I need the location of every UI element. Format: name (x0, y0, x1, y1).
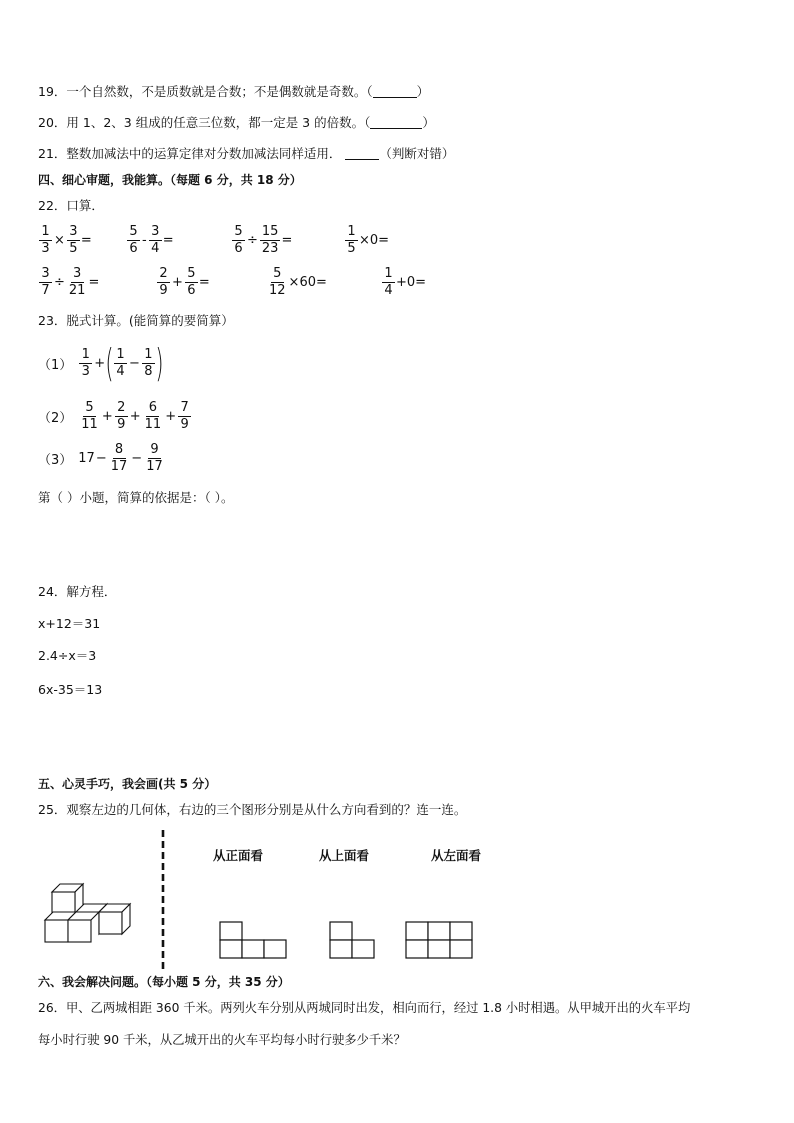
fraction: $\frac{5}{6}$ (232, 224, 245, 257)
answer-blank[interactable] (373, 85, 417, 98)
calc-part-3: （3） 17 − $\frac{8}{17}$ − $\frac{9}{17}$ (38, 442, 163, 474)
view-shape-1[interactable] (219, 921, 287, 959)
oral-calc-6: $\frac{2}{9}$ + $\frac{5}{6}$ = (156, 266, 210, 299)
question-21: 21．整数加减法中的运算定律对分数加减法同样适用． （判断对错） (38, 146, 455, 161)
answer-blank[interactable] (370, 116, 422, 129)
view-shape-3[interactable] (405, 921, 473, 959)
fraction: $\frac{3}{7}$ (39, 266, 52, 299)
fraction: $\frac{1}{5}$ (345, 224, 358, 257)
fraction: $\frac{7}{9}$ (178, 400, 191, 433)
section-4-heading: 四、细心审题，我能算。（每题 6 分，共 18 分） (38, 173, 302, 187)
oral-calc-1: $\frac{1}{3}$ × $\frac{3}{5}$ = (38, 224, 92, 257)
question-26-line-2: 每小时行驶 90 千米，从乙城开出的火车平均每小时行驶多少千米？ (38, 1033, 406, 1047)
oral-calc-5: $\frac{3}{7}$ ÷ $\frac{3}{21}$ = (38, 266, 99, 299)
fraction: $\frac{1}{4}$ (114, 347, 127, 380)
equation-2: 2.4÷x＝3 (38, 648, 97, 663)
question-22-title: 22．口算． (38, 198, 104, 213)
fraction: $\frac{5}{6}$ (127, 224, 140, 257)
oral-calc-2: $\frac{5}{6}$ - $\frac{3}{4}$ = (126, 224, 174, 257)
view-label-front: 从正面看 (213, 848, 264, 863)
oral-calc-3: $\frac{5}{6}$ ÷ $\frac{15}{23}$ = (231, 224, 292, 257)
oral-calc-4: $\frac{1}{5}$ ×0= (344, 224, 389, 257)
fraction: $\frac{1}{3}$ (79, 347, 92, 380)
view-label-top: 从上面看 (319, 848, 370, 863)
fraction: $\frac{5}{11}$ (81, 400, 98, 432)
equation-3: 6x-35＝13 (38, 682, 103, 697)
section-5-heading: 五、心灵手巧，我会画(共 5 分） (38, 777, 217, 791)
section-6-heading: 六、我会解决问题。（每小题 5 分，共 35 分） (38, 975, 290, 989)
fraction: $\frac{9}{17}$ (146, 442, 163, 474)
fraction: $\frac{1}{3}$ (39, 224, 52, 257)
fraction: $\frac{3}{21}$ (68, 266, 86, 298)
geometric-solid-figure (40, 880, 150, 946)
fraction: $\frac{15}{23}$ (261, 224, 279, 256)
fraction: $\frac{3}{4}$ (149, 224, 162, 257)
simplification-note: 第（ ）小题，简算的依据是：（ ）。 (38, 490, 234, 505)
fraction: $\frac{8}{17}$ (110, 442, 128, 474)
fraction: $\frac{2}{9}$ (157, 266, 170, 299)
fraction: $\frac{5}{12}$ (269, 266, 286, 298)
dashed-divider (160, 830, 166, 972)
question-23-title: 23．脱式计算。(能简算的要简算） (38, 313, 234, 328)
oral-calc-8: $\frac{1}{4}$ +0= (381, 266, 426, 299)
fraction: $\frac{5}{6}$ (185, 266, 198, 299)
fraction: $\frac{6}{11}$ (144, 400, 162, 432)
question-24-title: 24．解方程． (38, 584, 117, 599)
fraction: $\frac{2}{9}$ (115, 400, 128, 433)
answer-blank[interactable] (345, 147, 379, 160)
fraction: $\frac{1}{8}$ (142, 347, 155, 380)
fraction: $\frac{3}{5}$ (67, 224, 80, 257)
fraction: $\frac{1}{4}$ (382, 266, 395, 299)
question-26-line-1: 26．甲、乙两城相距 360 千米。两列火车分别从两城同时出发，相向而行，经过 1.8 小时相遇。从甲城开出的火车平均 (38, 1001, 691, 1015)
question-19: 19．一个自然数，不是质数就是合数；不是偶数就是奇数。（ ） (38, 84, 430, 99)
question-20: 20．用 1、2、3 组成的任意三位数，都一定是 3 的倍数。（ ） (38, 115, 435, 130)
calc-part-1: （1） $\frac{1}{3}$ + ( $\frac{1}{4}$ − $\frac{1}{8}$ ) (38, 341, 164, 385)
equation-1: x+12＝31 (38, 616, 101, 631)
view-label-left: 从左面看 (431, 848, 482, 863)
question-25-title: 25．观察左边的几何体，右边的三个图形分别是从什么方向看到的？连一连。 (38, 802, 467, 817)
oral-calc-7: $\frac{5}{12}$ ×60= (269, 266, 327, 298)
calc-part-2: （2） $\frac{5}{11}$ + $\frac{2}{9}$ + $\frac{6}{11}$ + $\frac{7}{9}$ (38, 400, 192, 433)
view-shape-2[interactable] (329, 921, 375, 959)
